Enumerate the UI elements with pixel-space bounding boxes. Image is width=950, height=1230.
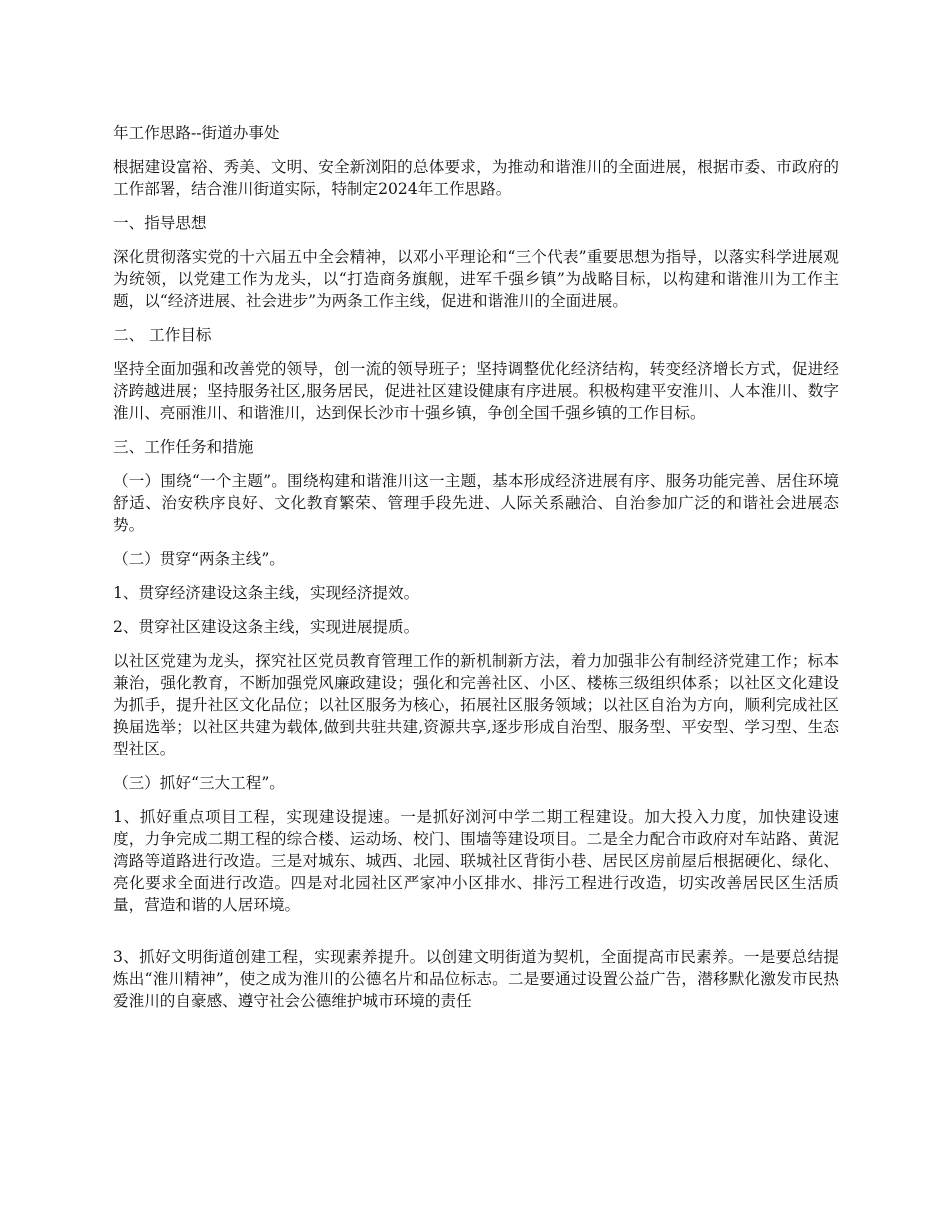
document-title: 年工作思路--街道办事处 <box>113 124 280 142</box>
project-3-paragraph: 3、抓好文明街道创建工程，实现素养提升。以创建文明街道为契机，全面提高市民素养。一是要总结提炼出“淮川精神”，使之成为淮川的公德名片和品位标志。二是要通过设置公益广告，潜移默化激发市民热爱淮川的自豪感、遵守社会公德维护城市环境的责任 <box>113 948 839 1010</box>
intro-paragraph: 根据建设富裕、秀美、文明、安全新浏阳的总体要求，为推动和谐淮川的全面进展，根据市委、市政府的工作部署，结合淮川街道实际，特制定2024年工作思路。 <box>113 158 839 198</box>
section-3-heading: 三、工作任务和措施 <box>113 438 254 456</box>
subsection-1: （一）围绕“一个主题”。围绕构建和谐淮川这一主题，基本形成经济进展有序、服务功能完善、居住环境舒适、治安秩序良好、文化教育繁荣、管理手段先进、人际关系融洽、自治参加广泛的和谐社会进展态势。 <box>113 472 839 534</box>
section-2-body: 坚持全面加强和改善党的领导，创一流的领导班子；坚持调整优化经济结构，转变经济增长方式，促进经济跨越进展；坚持服务社区,服务居民，促进社区建设健康有序进展。积极构建平安淮川、人本淮川、数字淮川、亮丽淮川、和谐淮川，达到保长沙市十强乡镇，争创全国千强乡镇的工作目标。 <box>113 360 839 422</box>
project-1-paragraph: 1、抓好重点项目工程，实现建设提速。一是抓好浏河中学二期工程建设。加大投入力度，加快建设速度，力争完成二期工程的综合楼、运动场、校门、围墙等建设项目。二是全力配合市政府对车站路、黄泥湾路等道路进行改造。三是对城东、城西、北园、联城社区背街小巷、居民区房前屋后根据硬化、绿化、亮化要求全面进行改造。四是对北园社区严家冲小区排水、排污工程进行改造，切实改善居民区生活质量，营造和谐的人居环境。 <box>113 808 839 914</box>
section-1-heading: 一、指导思想 <box>113 214 207 232</box>
community-paragraph: 以社区党建为龙头，探究社区党员教育管理工作的新机制新方法，着力加强非公有制经济党建工作；标本兼治，强化教育，不断加强党风廉政建设；强化和完善社区、小区、楼栋三级组织体系；以社区文化建设为抓手，提升社区文化品位；以社区服务为核心，拓展社区服务领域；以社区自治为方向，顺利完成社区换届选举；以社区共建为载体,做到共驻共建,资源共享,逐步形成自治型、服务型、平安型、学习型、生态型社区。 <box>113 652 839 758</box>
subsection-2: （二）贯穿“两条主线”。 <box>113 550 285 568</box>
section-2-heading: 二、 工作目标 <box>113 326 212 344</box>
list-item-2: 2、贯穿社区建设这条主线，实现进展提质。 <box>113 618 420 636</box>
document-page <box>113 122 839 1024</box>
section-1-body: 深化贯彻落实党的十六届五中全会精神，以邓小平理论和“三个代表”重要思想为指导，以落实科学进展观为统领，以党建工作为龙头，以“打造商务旗舰，进军千强乡镇”为战略目标，以构建和谐淮川为工作主题，以“经济进展、社会进步”为两条工作主线，促进和谐淮川的全面进展。 <box>113 248 839 310</box>
list-item-1: 1、贯穿经济建设这条主线，实现经济提效。 <box>113 584 420 602</box>
subsection-3: （三）抓好“三大工程”。 <box>113 774 285 792</box>
